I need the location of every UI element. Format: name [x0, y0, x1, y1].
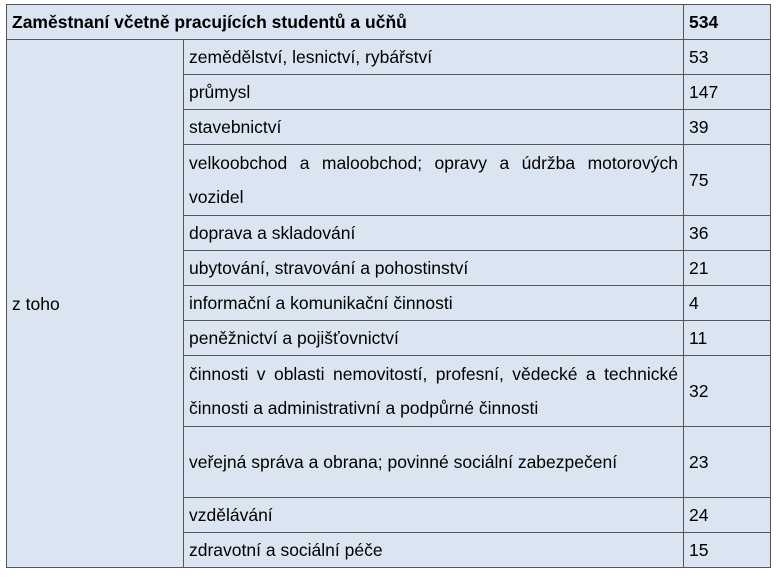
- header-value: 534: [684, 5, 771, 40]
- row-label: zdravotní a sociální péče: [184, 533, 684, 568]
- employment-table: [6, 4, 771, 568]
- row-label: veřejná správa a obrana; povinné sociální zabezpečení: [184, 427, 684, 498]
- row-label: doprava a skladování: [184, 216, 684, 251]
- row-label: zemědělství, lesnictví, rybářství: [184, 40, 684, 75]
- row-label: velkoobchod a maloobchod; opravy a údržba motorových vozidel: [184, 145, 684, 216]
- row-label: informační a komunikační činnosti: [184, 286, 684, 321]
- row-value: 23: [684, 427, 771, 498]
- table-row: [7, 40, 771, 75]
- row-value: 15: [684, 533, 771, 568]
- row-value: 53: [684, 40, 771, 75]
- row-value: 4: [684, 286, 771, 321]
- row-label: ubytování, stravování a pohostinství: [184, 251, 684, 286]
- header-label: Zaměstnaní včetně pracujících studentů a učňů: [7, 5, 684, 40]
- row-value: 36: [684, 216, 771, 251]
- row-value: 21: [684, 251, 771, 286]
- row-value: 147: [684, 75, 771, 110]
- row-label: činnosti v oblasti nemovitostí, profesní, vědecké a technické činnosti a administrativní a podpůrné činnosti: [184, 356, 684, 427]
- row-value: 24: [684, 498, 771, 533]
- row-label: stavebnictví: [184, 110, 684, 145]
- row-value: 32: [684, 356, 771, 427]
- table-header-row: [7, 5, 771, 40]
- row-label: vzdělávání: [184, 498, 684, 533]
- row-label: průmysl: [184, 75, 684, 110]
- row-value: 11: [684, 321, 771, 356]
- group-label: z toho: [7, 40, 184, 568]
- row-value: 75: [684, 145, 771, 216]
- row-label: peněžnictví a pojišťovnictví: [184, 321, 684, 356]
- row-value: 39: [684, 110, 771, 145]
